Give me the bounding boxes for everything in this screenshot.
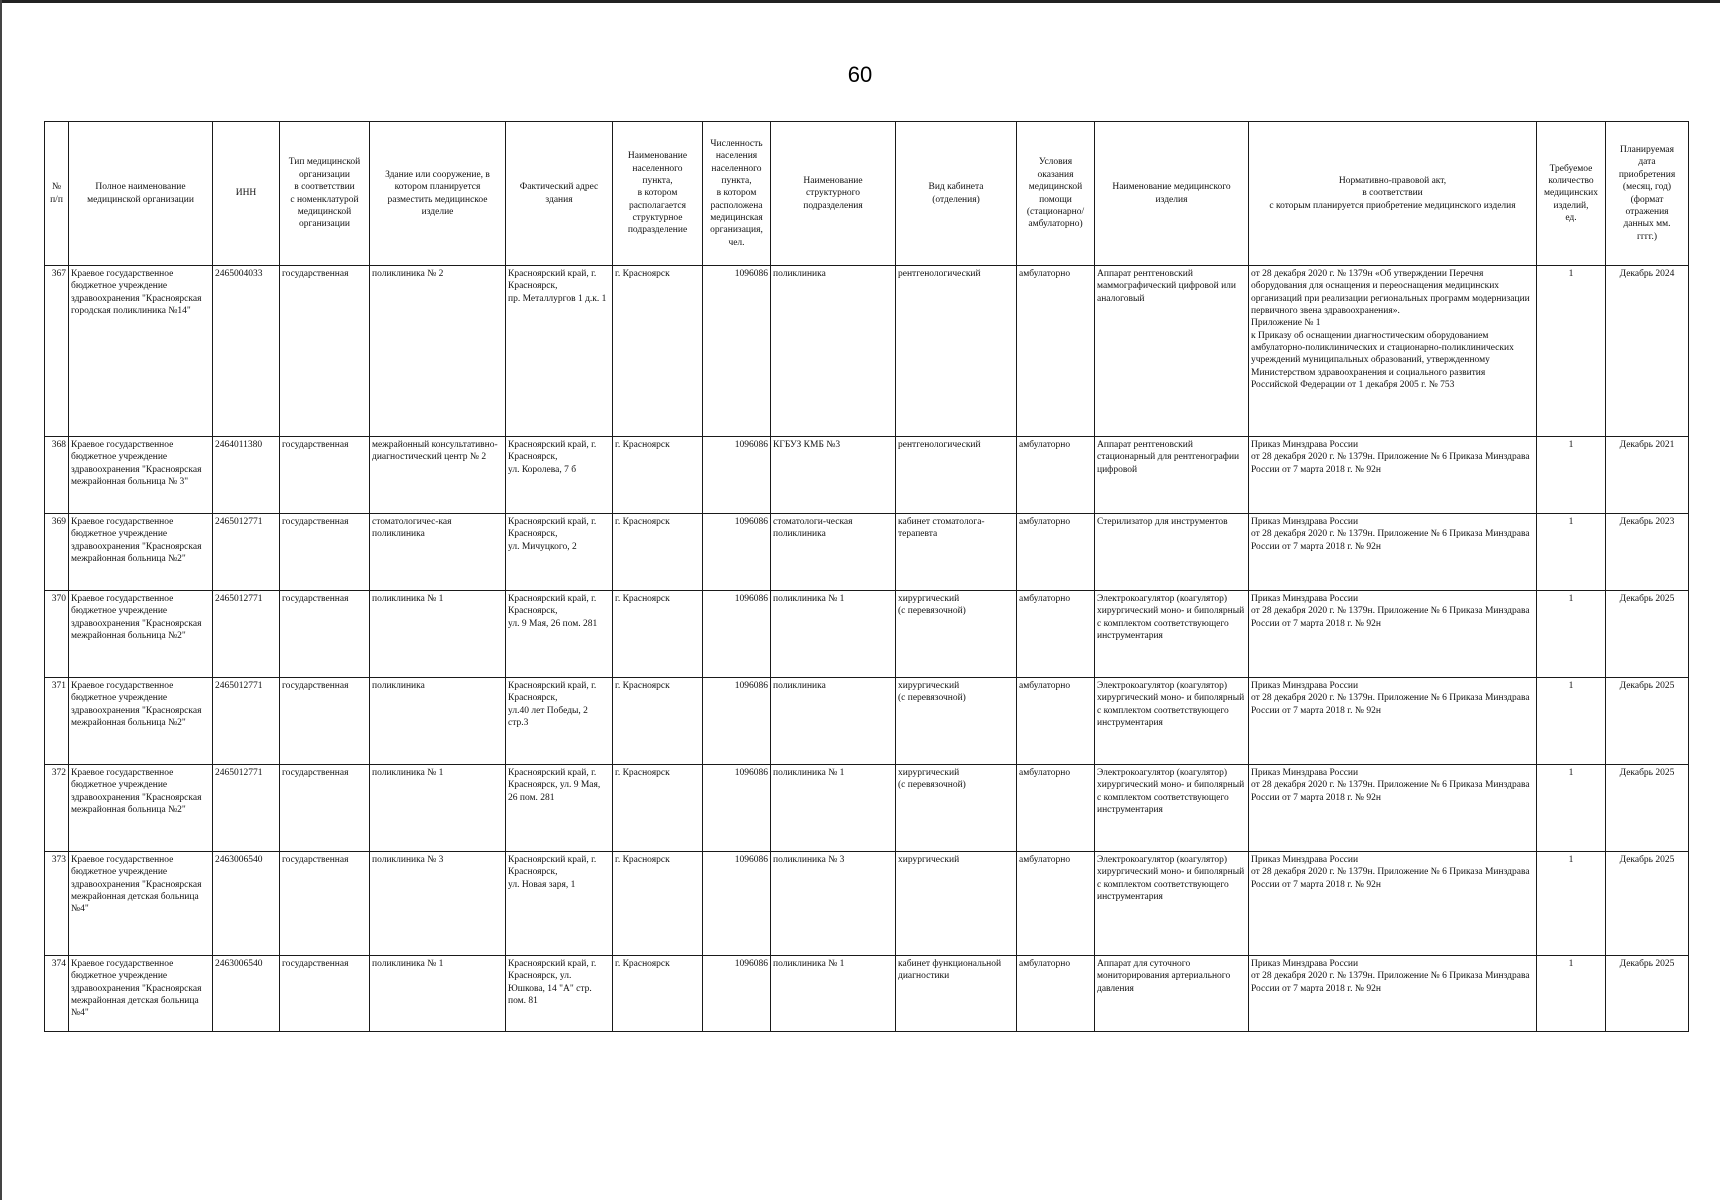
cell-conditions xyxy=(1017,956,1095,1032)
cell-legal-act-text: Приказ Минздрава России от 28 декабря 2020 г. № 1379н. Приложение № 6 Приказа Минздрава России от 7 марта 2018 г. № 92н xyxy=(1251,517,1530,552)
cell-device-text: Электрокоагулятор (коагулятор) хирургический моно- и биполярный с комплектом соответствующего инструментария xyxy=(1097,855,1245,903)
cell-date-text: Декабрь 2025 xyxy=(1619,594,1675,604)
cell-locality-text: г. Красноярск xyxy=(615,959,670,969)
cell-org-type-text: государственная xyxy=(282,681,349,691)
cell-locality-text: г. Красноярск xyxy=(615,440,670,450)
cell-address-text: Красноярский край, г. Красноярск, ул. Юшкова, 14 "А" стр. пом. 81 xyxy=(508,959,597,1007)
cell-num xyxy=(45,956,69,1032)
cell-address-text: Красноярский край, г. Красноярск, ул. Новая заря, 1 xyxy=(508,855,597,890)
cell-num-text: 368 xyxy=(51,440,66,450)
cell-locality-text: г. Красноярск xyxy=(615,681,670,691)
cell-inn xyxy=(213,678,280,765)
header-org: Полное наименование медицинской организации xyxy=(69,122,213,266)
cell-building-text: поликлиника № 3 xyxy=(372,855,444,865)
cell-address-text: Красноярский край, г. Красноярск, ул. Мичуцкого, 2 xyxy=(508,517,597,552)
cell-org xyxy=(69,956,213,1032)
cell-org-type xyxy=(280,852,370,956)
cell-population-text: 1096086 xyxy=(734,959,768,969)
cell-org-text: Краевое государственное бюджетное учреждение здравоохранения "Красноярская межрайонная больница №2" xyxy=(71,768,202,816)
header-cabinet: Вид кабинета (отделения) xyxy=(896,122,1017,266)
cell-subdivision-text: стоматологи-ческая поликлиника xyxy=(773,517,853,540)
cell-address xyxy=(506,956,613,1032)
header-num: № п/п xyxy=(45,122,69,266)
cell-cabinet xyxy=(896,514,1017,591)
cell-org xyxy=(69,591,213,678)
cell-device-text: Аппарат рентгеновский стационарный для рентгенографии цифровой xyxy=(1097,440,1240,475)
cell-building xyxy=(370,266,506,437)
cell-org-type xyxy=(280,678,370,765)
cell-locality-text: г. Красноярск xyxy=(615,269,670,279)
header-quantity: Требуемое количество медицинских изделий, ед. xyxy=(1537,122,1606,266)
cell-quantity xyxy=(1537,514,1606,591)
cell-device xyxy=(1095,437,1249,514)
cell-subdivision-text: поликлиника xyxy=(773,681,826,691)
cell-org-type-text: государственная xyxy=(282,269,349,279)
cell-org-type-text: государственная xyxy=(282,959,349,969)
cell-building-text: поликлиника № 2 xyxy=(372,269,444,279)
header-device: Наименование медицинского изделия xyxy=(1095,122,1249,266)
cell-population xyxy=(703,852,771,956)
cell-locality-text: г. Красноярск xyxy=(615,517,670,527)
cell-address xyxy=(506,437,613,514)
cell-locality xyxy=(613,437,703,514)
cell-date-text: Декабрь 2025 xyxy=(1619,959,1675,969)
cell-org-text: Краевое государственное бюджетное учреждение здравоохранения "Красноярская межрайонная детская больница №4" xyxy=(71,855,202,915)
page-number: 60 xyxy=(847,62,873,87)
cell-cabinet xyxy=(896,591,1017,678)
cell-quantity-text: 1 xyxy=(1568,269,1574,279)
cell-quantity-text: 1 xyxy=(1568,594,1574,604)
cell-subdivision xyxy=(771,956,896,1032)
cell-subdivision xyxy=(771,852,896,956)
cell-date-text: Декабрь 2025 xyxy=(1619,681,1675,691)
cell-address-text: Красноярский край, г. Красноярск, ул. Королева, 7 б xyxy=(508,440,597,475)
cell-org-text: Краевое государственное бюджетное учреждение здравоохранения "Красноярская межрайонная больница №2" xyxy=(71,681,202,729)
cell-subdivision xyxy=(771,678,896,765)
cell-conditions-text: амбулаторно xyxy=(1019,269,1071,279)
cell-org-text: Краевое государственное бюджетное учреждение здравоохранения "Красноярская межрайонная больница №2" xyxy=(71,594,202,642)
cell-num xyxy=(45,266,69,437)
cell-quantity xyxy=(1537,852,1606,956)
cell-date xyxy=(1606,852,1689,956)
cell-org-type-text: государственная xyxy=(282,855,349,865)
cell-population-text: 1096086 xyxy=(734,269,768,279)
cell-population xyxy=(703,591,771,678)
cell-subdivision xyxy=(771,765,896,852)
cell-legal-act-text: Приказ Минздрава России от 28 декабря 2020 г. № 1379н. Приложение № 6 Приказа Минздрава России от 7 марта 2018 г. № 92н xyxy=(1251,681,1530,716)
cell-locality xyxy=(613,956,703,1032)
cell-locality xyxy=(613,765,703,852)
cell-quantity xyxy=(1537,591,1606,678)
cell-org-type xyxy=(280,591,370,678)
cell-conditions xyxy=(1017,437,1095,514)
cell-population xyxy=(703,514,771,591)
cell-num xyxy=(45,765,69,852)
table-row xyxy=(45,591,1689,678)
cell-org xyxy=(69,678,213,765)
cell-address xyxy=(506,678,613,765)
cell-subdivision-text: поликлиника № 1 xyxy=(773,768,845,778)
cell-quantity xyxy=(1537,765,1606,852)
cell-num-text: 367 xyxy=(51,269,66,279)
cell-subdivision-text: КГБУЗ КМБ №3 xyxy=(773,440,841,450)
cell-address-text: Красноярский край, г. Красноярск, ул. 9 Мая, 26 пом. 281 xyxy=(508,768,601,803)
cell-building xyxy=(370,678,506,765)
cell-address xyxy=(506,514,613,591)
cell-cabinet-text: кабинет функциональной диагностики xyxy=(898,959,1002,982)
header-address: Фактический адрес здания xyxy=(506,122,613,266)
header-date: Планируемая дата приобретения (месяц, год) (формат отражения данных мм. гггг.) xyxy=(1606,122,1689,266)
cell-building-text: поликлиника xyxy=(372,681,425,691)
cell-subdivision xyxy=(771,437,896,514)
cell-inn xyxy=(213,852,280,956)
cell-org xyxy=(69,514,213,591)
cell-building-text: межрайонный консультативно-диагностический центр № 2 xyxy=(372,440,498,463)
cell-locality xyxy=(613,591,703,678)
cell-legal-act-text: Приказ Минздрава России от 28 декабря 2020 г. № 1379н. Приложение № 6 Приказа Минздрава России от 7 марта 2018 г. № 92н xyxy=(1251,440,1530,475)
table-row xyxy=(45,852,1689,956)
cell-subdivision xyxy=(771,514,896,591)
cell-inn xyxy=(213,591,280,678)
cell-legal-act xyxy=(1249,678,1537,765)
cell-inn xyxy=(213,266,280,437)
cell-date xyxy=(1606,266,1689,437)
cell-legal-act-text: от 28 декабря 2020 г. № 1379н «Об утверждении Перечня оборудования для оснащения и переоснащения медицинских организаций при реализации региональных программ модернизации первичного звена здравоохранения». Приложение № 1 к Приказу об оснащении диагностическим оборудованием амбулаторно-поликлинических и стационарно-поликлинических учреждений муниципальных образований, утвержденному Министерством здравоохранения и социального развития Российской Федерации от 1 декабря 2005 г. № 753 xyxy=(1251,269,1530,391)
cell-inn-text: 2465004033 xyxy=(215,269,263,279)
cell-num-text: 370 xyxy=(51,594,66,604)
cell-inn-text: 2465012771 xyxy=(215,594,263,604)
cell-legal-act-text: Приказ Минздрава России от 28 декабря 2020 г. № 1379н. Приложение № 6 Приказа Минздрава России от 7 марта 2018 г. № 92н xyxy=(1251,959,1530,994)
cell-legal-act xyxy=(1249,765,1537,852)
cell-org xyxy=(69,852,213,956)
cell-device xyxy=(1095,765,1249,852)
cell-conditions-text: амбулаторно xyxy=(1019,681,1071,691)
cell-conditions xyxy=(1017,678,1095,765)
cell-quantity xyxy=(1537,678,1606,765)
cell-org-type-text: государственная xyxy=(282,517,349,527)
cell-legal-act xyxy=(1249,591,1537,678)
cell-cabinet xyxy=(896,437,1017,514)
cell-date-text: Декабрь 2025 xyxy=(1619,855,1675,865)
header-legal-act: Нормативно-правовой акт, в соответствии с которым планируется приобретение медицинского изделия xyxy=(1249,122,1537,266)
cell-building xyxy=(370,956,506,1032)
cell-quantity xyxy=(1537,956,1606,1032)
cell-subdivision xyxy=(771,266,896,437)
cell-inn-text: 2465012771 xyxy=(215,768,263,778)
cell-conditions-text: амбулаторно xyxy=(1019,959,1071,969)
cell-org-text: Краевое государственное бюджетное учреждение здравоохранения "Красноярская межрайонная больница № 3" xyxy=(71,440,202,488)
cell-population-text: 1096086 xyxy=(734,855,768,865)
cell-legal-act xyxy=(1249,266,1537,437)
cell-quantity-text: 1 xyxy=(1568,768,1574,778)
cell-cabinet-text: хирургический (с перевязочной) xyxy=(898,768,966,791)
cell-inn-text: 2465012771 xyxy=(215,517,263,527)
cell-population xyxy=(703,266,771,437)
cell-conditions xyxy=(1017,514,1095,591)
cell-device xyxy=(1095,678,1249,765)
cell-legal-act-text: Приказ Минздрава России от 28 декабря 2020 г. № 1379н. Приложение № 6 Приказа Минздрава России от 7 марта 2018 г. № 92н xyxy=(1251,855,1530,890)
table-row xyxy=(45,956,1689,1032)
cell-inn xyxy=(213,765,280,852)
table-body xyxy=(45,266,1689,1032)
cell-address xyxy=(506,266,613,437)
cell-locality-text: г. Красноярск xyxy=(615,855,670,865)
cell-org-text: Краевое государственное бюджетное учреждение здравоохранения "Красноярская городская поликлиника №14" xyxy=(71,269,202,317)
cell-building xyxy=(370,852,506,956)
cell-inn-text: 2463006540 xyxy=(215,959,263,969)
cell-date xyxy=(1606,678,1689,765)
table-row xyxy=(45,514,1689,591)
cell-conditions xyxy=(1017,852,1095,956)
header-org-type: Тип медицинской организации в соответствии с номенклатурой медицинской организации xyxy=(280,122,370,266)
cell-building xyxy=(370,765,506,852)
cell-subdivision-text: поликлиника № 1 xyxy=(773,959,845,969)
cell-cabinet xyxy=(896,266,1017,437)
cell-date-text: Декабрь 2021 xyxy=(1619,440,1675,450)
cell-org-type xyxy=(280,765,370,852)
cell-legal-act xyxy=(1249,437,1537,514)
cell-legal-act xyxy=(1249,956,1537,1032)
cell-cabinet-text: хирургический xyxy=(898,855,960,865)
cell-population-text: 1096086 xyxy=(734,768,768,778)
cell-device-text: Электрокоагулятор (коагулятор) хирургический моно- и биполярный с комплектом соответствующего инструментария xyxy=(1097,594,1245,642)
cell-address xyxy=(506,591,613,678)
cell-org-type xyxy=(280,514,370,591)
cell-device-text: Электрокоагулятор (коагулятор) хирургический моно- и биполярный с комплектом соответствующего инструментария xyxy=(1097,681,1245,729)
cell-inn-text: 2465012771 xyxy=(215,681,263,691)
cell-population xyxy=(703,765,771,852)
cell-org xyxy=(69,437,213,514)
cell-org xyxy=(69,765,213,852)
cell-locality xyxy=(613,266,703,437)
cell-conditions-text: амбулаторно xyxy=(1019,594,1071,604)
cell-cabinet-text: кабинет стоматолога-терапевта xyxy=(898,517,985,540)
cell-cabinet-text: рентгенологический xyxy=(898,269,981,279)
cell-date-text: Декабрь 2024 xyxy=(1619,269,1675,279)
cell-org-type-text: государственная xyxy=(282,768,349,778)
cell-device xyxy=(1095,956,1249,1032)
cell-locality-text: г. Красноярск xyxy=(615,594,670,604)
cell-num-text: 372 xyxy=(51,768,66,778)
cell-inn-text: 2464011380 xyxy=(215,440,263,450)
cell-subdivision xyxy=(771,591,896,678)
cell-org-text: Краевое государственное бюджетное учреждение здравоохранения "Красноярская межрайонная детская больница №4" xyxy=(71,959,202,1019)
page-top-border xyxy=(0,0,1720,3)
cell-org-type xyxy=(280,266,370,437)
cell-population xyxy=(703,956,771,1032)
cell-num xyxy=(45,514,69,591)
cell-locality xyxy=(613,852,703,956)
cell-address-text: Красноярский край, г. Красноярск, ул.40 лет Победы, 2 стр.3 xyxy=(508,681,597,729)
page-left-border xyxy=(0,0,2,1200)
cell-legal-act-text: Приказ Минздрава России от 28 декабря 2020 г. № 1379н. Приложение № 6 Приказа Минздрава России от 7 марта 2018 г. № 92н xyxy=(1251,768,1530,803)
header-locality: Наименование населенного пункта, в котором располагается структурное подразделение xyxy=(613,122,703,266)
cell-locality xyxy=(613,678,703,765)
table-row xyxy=(45,266,1689,437)
cell-population-text: 1096086 xyxy=(734,440,768,450)
cell-population-text: 1096086 xyxy=(734,517,768,527)
cell-org-type-text: государственная xyxy=(282,440,349,450)
cell-conditions-text: амбулаторно xyxy=(1019,440,1071,450)
cell-cabinet xyxy=(896,678,1017,765)
cell-building-text: поликлиника № 1 xyxy=(372,768,444,778)
cell-date xyxy=(1606,437,1689,514)
cell-org-text: Краевое государственное бюджетное учреждение здравоохранения "Красноярская межрайонная больница №2" xyxy=(71,517,202,565)
table-header-row xyxy=(45,122,1689,266)
cell-quantity-text: 1 xyxy=(1568,959,1574,969)
cell-date xyxy=(1606,765,1689,852)
cell-device-text: Стерилизатор для инструментов xyxy=(1097,517,1228,527)
cell-num xyxy=(45,591,69,678)
cell-quantity-text: 1 xyxy=(1568,681,1574,691)
cell-conditions xyxy=(1017,591,1095,678)
table-row xyxy=(45,678,1689,765)
cell-cabinet-text: хирургический (с перевязочной) xyxy=(898,681,966,704)
cell-org-type xyxy=(280,437,370,514)
cell-address-text: Красноярский край, г. Красноярск, ул. 9 Мая, 26 пом. 281 xyxy=(508,594,598,629)
cell-org-type xyxy=(280,956,370,1032)
cell-date-text: Декабрь 2023 xyxy=(1619,517,1675,527)
cell-legal-act xyxy=(1249,852,1537,956)
cell-building xyxy=(370,591,506,678)
cell-conditions-text: амбулаторно xyxy=(1019,768,1071,778)
cell-inn xyxy=(213,514,280,591)
cell-building-text: поликлиника № 1 xyxy=(372,594,444,604)
cell-num-text: 373 xyxy=(51,855,66,865)
cell-num-text: 374 xyxy=(51,959,66,969)
cell-cabinet-text: хирургический (с перевязочной) xyxy=(898,594,966,617)
cell-device xyxy=(1095,852,1249,956)
cell-device xyxy=(1095,266,1249,437)
cell-address xyxy=(506,765,613,852)
cell-building xyxy=(370,514,506,591)
cell-cabinet-text: рентгенологический xyxy=(898,440,981,450)
table-row xyxy=(45,765,1689,852)
cell-conditions-text: амбулаторно xyxy=(1019,517,1071,527)
cell-locality xyxy=(613,514,703,591)
cell-cabinet xyxy=(896,956,1017,1032)
equipment-table xyxy=(44,121,1689,1032)
header-inn: ИНН xyxy=(213,122,280,266)
cell-conditions xyxy=(1017,266,1095,437)
cell-population-text: 1096086 xyxy=(734,681,768,691)
cell-date xyxy=(1606,956,1689,1032)
cell-population xyxy=(703,437,771,514)
table-row xyxy=(45,437,1689,514)
cell-date xyxy=(1606,591,1689,678)
cell-device-text: Аппарат для суточного мониторирования артериального давления xyxy=(1097,959,1231,994)
cell-quantity xyxy=(1537,437,1606,514)
cell-date xyxy=(1606,514,1689,591)
cell-device-text: Аппарат рентгеновский маммографический цифровой или аналоговый xyxy=(1097,269,1237,304)
cell-quantity-text: 1 xyxy=(1568,517,1574,527)
cell-quantity-text: 1 xyxy=(1568,855,1574,865)
cell-address-text: Красноярский край, г. Красноярск, пр. Металлургов 1 д.к. 1 xyxy=(508,269,607,304)
cell-population xyxy=(703,678,771,765)
cell-org xyxy=(69,266,213,437)
cell-inn xyxy=(213,437,280,514)
cell-org-type-text: государственная xyxy=(282,594,349,604)
cell-num xyxy=(45,852,69,956)
cell-cabinet xyxy=(896,852,1017,956)
cell-num xyxy=(45,437,69,514)
cell-inn-text: 2463006540 xyxy=(215,855,263,865)
cell-num xyxy=(45,678,69,765)
header-population: Численность населения населенного пункта, в котором расположена медицинская организация, чел. xyxy=(703,122,771,266)
cell-building-text: стоматологичес-кая поликлиника xyxy=(372,517,452,540)
cell-legal-act-text: Приказ Минздрава России от 28 декабря 2020 г. № 1379н. Приложение № 6 Приказа Минздрава России от 7 марта 2018 г. № 92н xyxy=(1251,594,1530,629)
cell-legal-act xyxy=(1249,514,1537,591)
cell-building-text: поликлиника № 1 xyxy=(372,959,444,969)
cell-device-text: Электрокоагулятор (коагулятор) хирургический моно- и биполярный с комплектом соответствующего инструментария xyxy=(1097,768,1245,816)
cell-conditions-text: амбулаторно xyxy=(1019,855,1071,865)
cell-locality-text: г. Красноярск xyxy=(615,768,670,778)
cell-building xyxy=(370,437,506,514)
cell-quantity xyxy=(1537,266,1606,437)
cell-quantity-text: 1 xyxy=(1568,440,1574,450)
cell-address xyxy=(506,852,613,956)
cell-num-text: 369 xyxy=(51,517,66,527)
cell-population-text: 1096086 xyxy=(734,594,768,604)
cell-device xyxy=(1095,591,1249,678)
cell-subdivision-text: поликлиника № 1 xyxy=(773,594,845,604)
cell-conditions xyxy=(1017,765,1095,852)
cell-subdivision-text: поликлиника № 3 xyxy=(773,855,845,865)
header-subdivision: Наименование структурного подразделения xyxy=(771,122,896,266)
cell-inn xyxy=(213,956,280,1032)
cell-num-text: 371 xyxy=(51,681,66,691)
cell-cabinet xyxy=(896,765,1017,852)
header-conditions: Условия оказания медицинской помощи (стационарно/ амбулаторно) xyxy=(1017,122,1095,266)
header-building: Здание или сооружение, в котором планируется разместить медицинское изделие xyxy=(370,122,506,266)
cell-device xyxy=(1095,514,1249,591)
cell-date-text: Декабрь 2025 xyxy=(1619,768,1675,778)
cell-subdivision-text: поликлиника xyxy=(773,269,826,279)
